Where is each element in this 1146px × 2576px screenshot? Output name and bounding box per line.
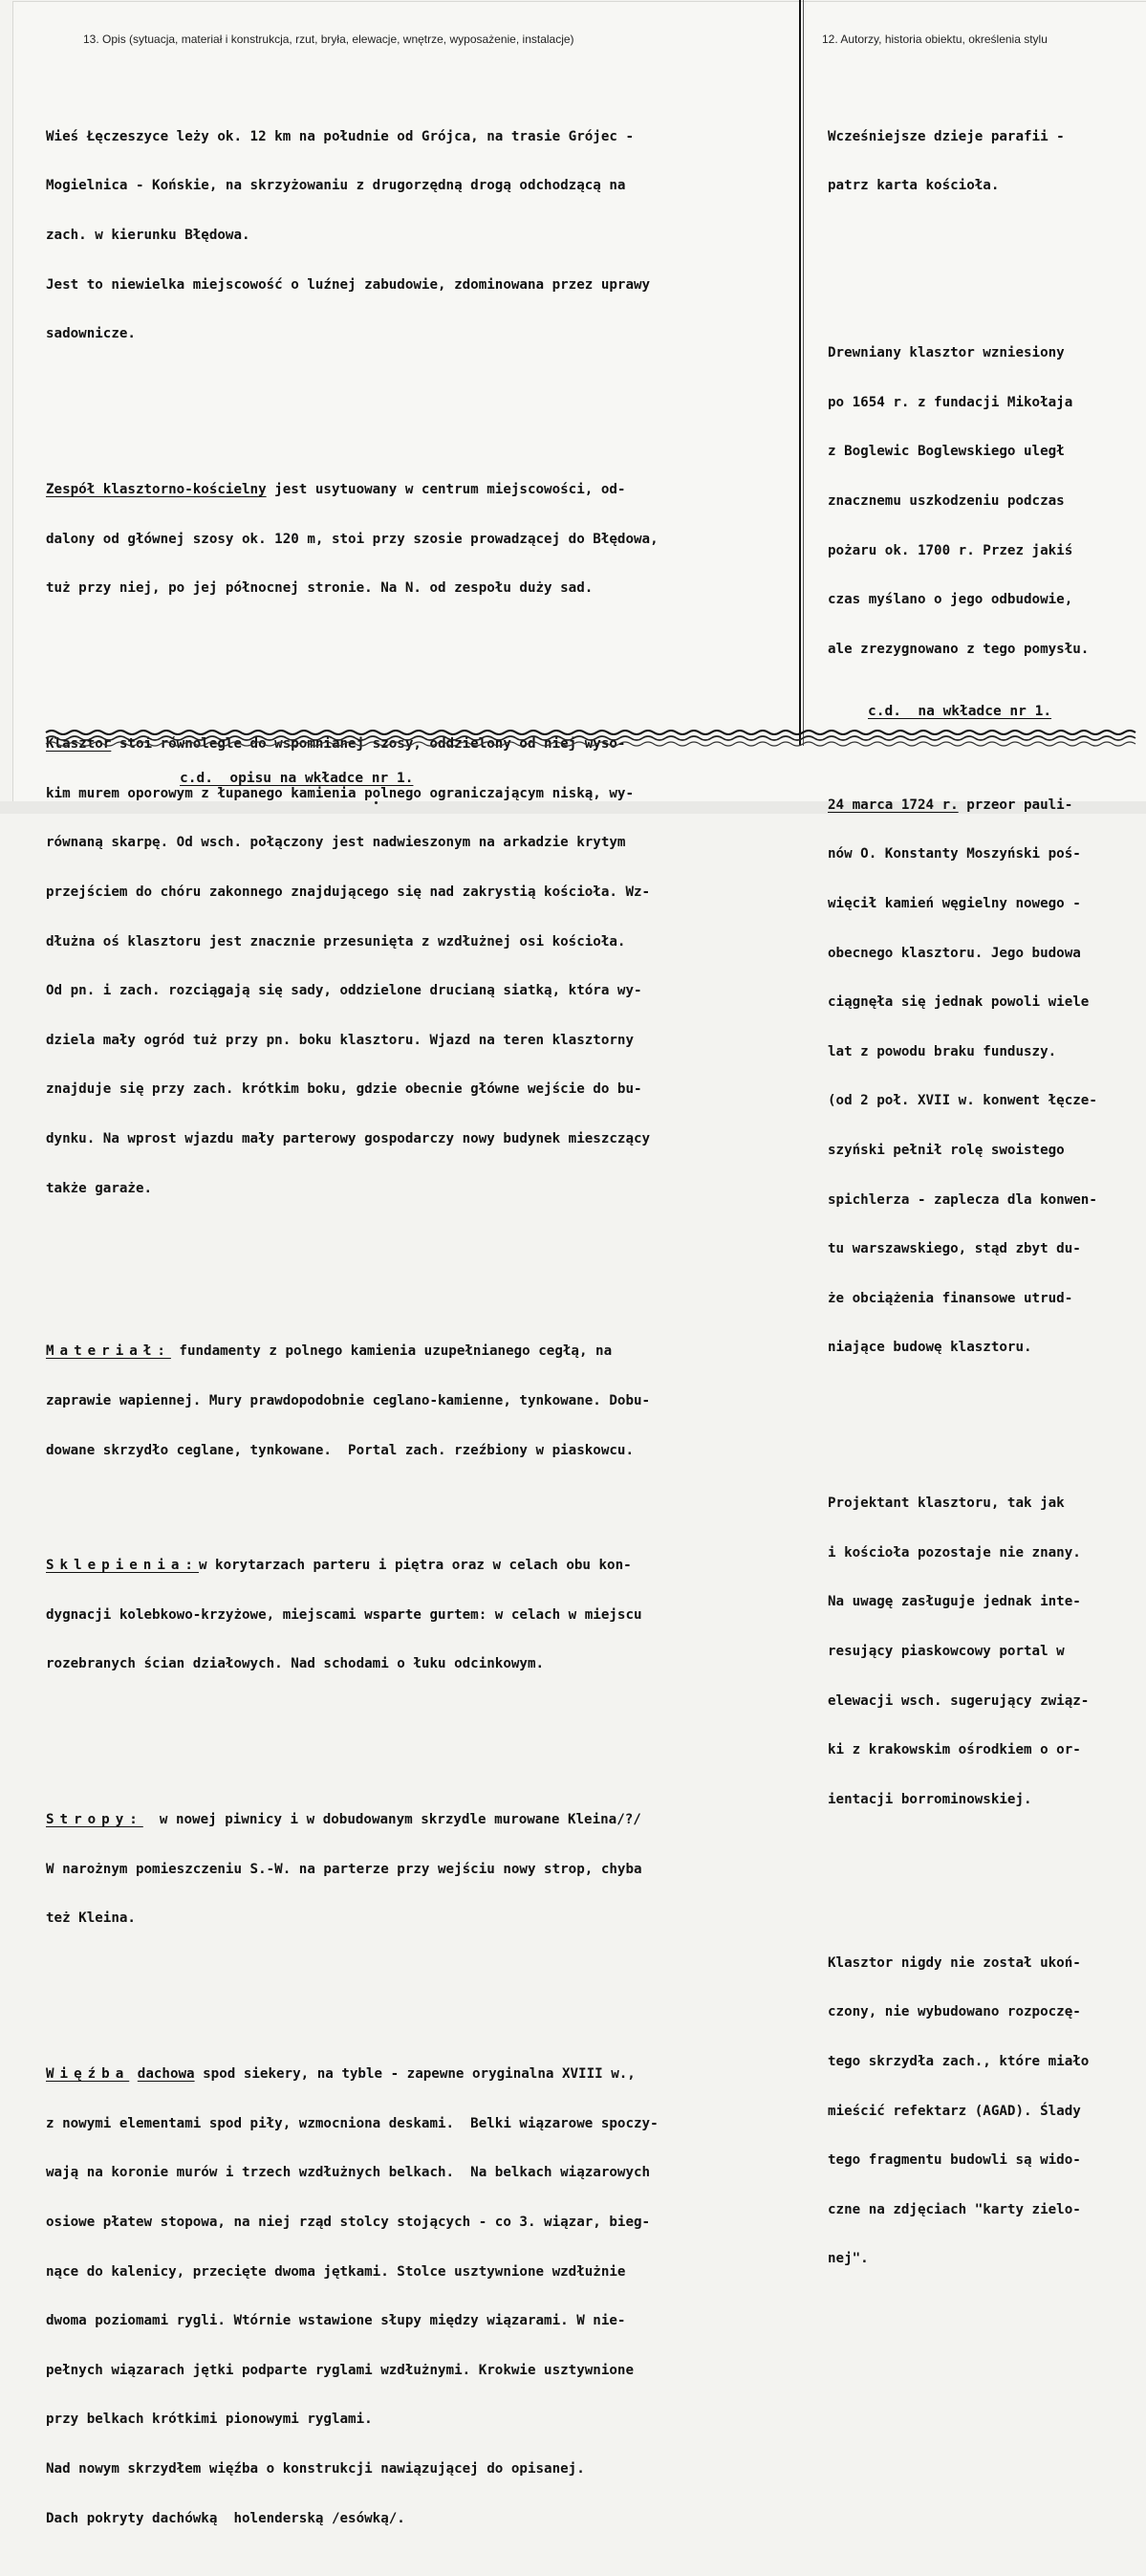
stropy-paragraph: Stropy: w nowej piwnicy i w dobudowanym skrzydle murowane Kleina/?/ W narożnym pomieszczeniu S.-W. na parterze przy wejściu nowy strop, chyba też Kleina. — [46, 1812, 642, 1927]
history-paragraph-3: 24 marca 1724 r. przeor pauli- nów O. Konstanty Moszyński poś- więcił kamień węgielny nowego - obecnego klasztoru. Jego budowa ciągnęła się jednak powoli wiele lat z powodu braku funduszy. (od 2 poł. XVII w. konwent łęcze- szyński pełnił rolę swoistego spichlerza - zaplecza dla konwen- tu warszawskiego, stąd zbyt du- że obciążenia finansowe utrud- niające budowę klasztoru. — [828, 797, 1097, 1356]
history-paragraph-5: Klasztor nigdy nie został ukoń- czony, nie wybudowano rozpoczę- tego skrzydła zach., które miało mieścić refektarz (AGAD). Ślady tego fragmentu budowli są wido- czne na zdjęciach "karty zielo- nej". — [828, 1954, 1090, 2267]
column-divider — [799, 0, 801, 746]
wiezba-paragraph: Więźba dachowa spod siekery, na tyble - zapewne oryginalna XVIII w., z nowymi elementami spod piły, wzmocniona deskami. Belki wiązarowe spoczy- wają na koronie murów i trzech wzdłużnych belkach. Na belkach wiązarowych osiowe płatew stopowa, na niej rząd stolcy stojących - co 3. wiązar, bieg- nące do kalenicy, przecięte dwoma jętkami. Stolce usztywnione wzdłużnie dwoma poziomami rygli. Wtórnie wstawione słupy między wiązarami. W nie- pełnych wiązarach jętki podparte ryglami wzdłużnymi. Krokwie usztywnione przy belkach krótkimi pionowymi ryglami. Nad nowym skrzydłem więźba o konstrukcji nawiązującej do opisanej. Dach pokryty dachówką holenderską /esówką/. — [46, 2066, 659, 2526]
wiezba-heading-2: dachowa — [137, 2066, 195, 2083]
column-divider-secondary — [803, 0, 804, 746]
intro-paragraph: Wieś Łęczeszyce leży ok. 12 km na południe od Grójca, na trasie Grójec - Mogielnica - Końskie, na skrzyżowaniu z drugorzędną drogą odchodzącą na zach. w kierunku Błędowa. Jest to niewielka miejscowość o luźnej zabudowie, zdominowana przez uprawy sadownicze. — [46, 128, 651, 342]
description-column — [46, 63, 659, 2576]
material-paragraph: Materiał: fundamenty z polnego kamienia uzupełnianego cegłą, na zaprawie wapiennej. Mury prawdopodobnie ceglano-kamienne, tynkowane. Dobu- dowane skrzydło ceglane, tynkowane. Portal zach. rzeźbiony w piaskowcu. — [46, 1343, 651, 1458]
sklepienia-paragraph: Sklepienia:w korytarzach parteru i piętra oraz w celach obu kon- dygnacji kolebkowo-krzyżowe, miejscami wsparte gurtem: w celach w miejscu rozebranych ścian działowych. Nad schodami o łuku odcinkowym. — [46, 1558, 642, 1672]
sklepienia-heading: Sklepienia: — [46, 1558, 199, 1574]
history-paragraph-1: Wcześniejsze dzieje parafii - patrz karta kościoła. — [828, 128, 1065, 194]
zespol-paragraph: Zespół klasztorno-kościelny jest usytuowany w centrum miejscowości, od- dalony od głównej szosy ok. 120 m, stoi przy szosie prowadzącej do Błędowa, tuż przy niej, po jej północnej stronie. Na N. od zespołu duży sad. — [46, 482, 659, 597]
date-heading: 24 marca 1724 r. — [828, 797, 959, 813]
wavy-separator — [46, 727, 1135, 748]
section-12-label: 12. Autorzy, historia obiektu, określenia stylu — [822, 33, 1048, 46]
section-13-label: 13. Opis (sytuacja, materiał i konstrukcja, rzut, bryła, elewacje, wnętrze, wyposażenie, instalacje) — [83, 33, 574, 46]
material-heading: Materiał: — [46, 1343, 171, 1360]
history-paragraph-2: Drewniany klasztor wzniesiony po 1654 r. z fundacji Mikołaja z Boglewic Boglewskiego uległ znacznemu uszkodzeniu podczas pożaru ok. 1700 r. Przez jakiś czas myślano o jego odbudowie, ale zrezygnowano z tego pomysłu. — [828, 345, 1090, 657]
description-continued-note: c.d. opisu na wkładce nr 1. — [180, 771, 414, 786]
stropy-heading: Stropy: — [46, 1812, 143, 1828]
zespol-heading: Zespół klasztorno-kościelny — [46, 482, 267, 498]
scan-speck — [375, 801, 378, 804]
wiezba-heading: Więźba — [46, 2066, 130, 2083]
history-column — [828, 63, 1097, 2317]
history-paragraph-4: Projektant klasztoru, tak jak i kościoła pozostaje nie znany. Na uwagę zasługuje jednak inte- resujący piaskowcowy portal w elewacji wsch. sugerujący związ- ki z krakowskim ośrodkiem o or- ientacji borrominowskiej. — [828, 1495, 1090, 1807]
history-continued-note: c.d. na wkładce nr 1. — [868, 704, 1052, 719]
klasztor-paragraph: Klasztor stoi równolegle do wspomnianej szosy, oddzielony od niej wyso- kim murem oporowym z łupanego kamienia polnego ograniczającym niską, wy- równaną skarpę. Od wsch. połączony jest nadwieszonym na arkadzie krytym przejściem do chóru zakonnego znajdującego się nad zakrystią kościoła. Wz- dłużna oś klasztoru jest znacznie przesunięta z wzdłużnej osi kościoła. Od pn. i zach. rozciągają się sady, oddzielone drucianą siatką, która wy- dziela mały ogród tuż przy pn. boku klasztoru. Wjazd na teren klasztorny znajduje się przy zach. krótkim boku, gdzie obecnie główne wejście do bu- dynku. Na wprost wjazdu mały parterowy gospodarczy nowy budynek mieszczący także garaże. — [46, 736, 651, 1196]
klasztor-heading: Klasztor — [46, 736, 112, 753]
